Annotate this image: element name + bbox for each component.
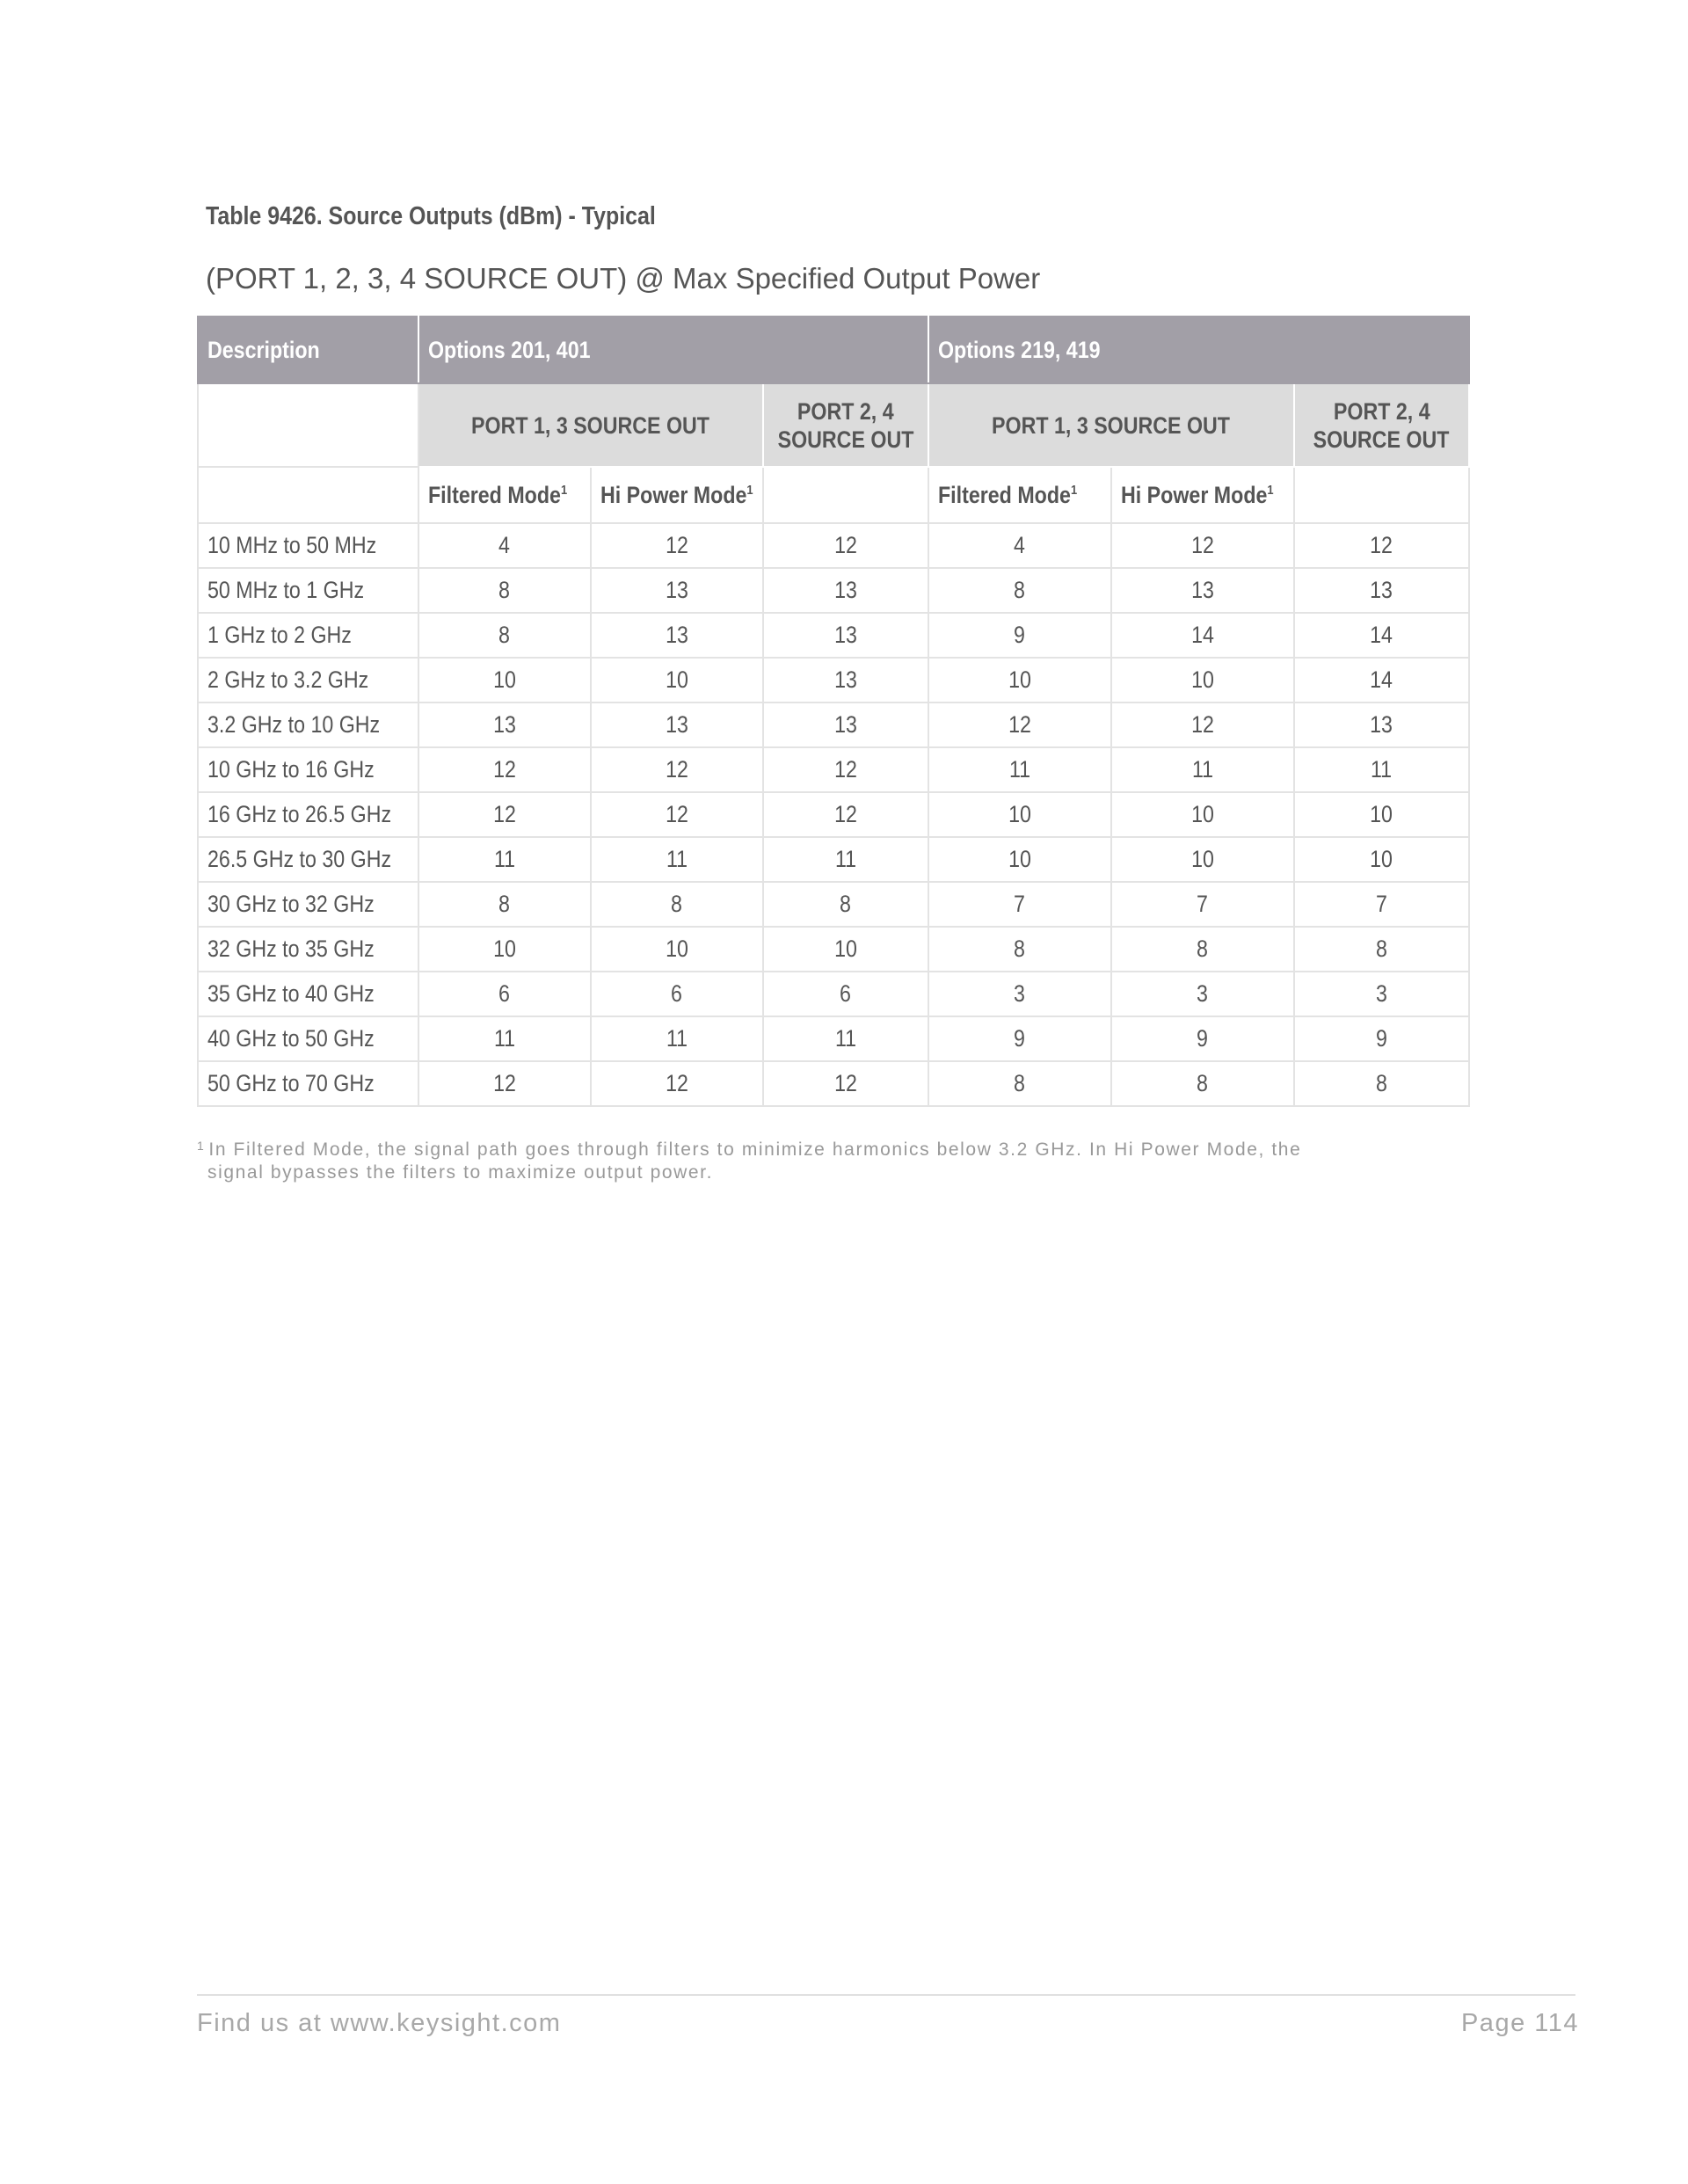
row-value-cell: 11 [418,837,591,882]
row-value-cell: 14 [1294,613,1469,658]
row-value-cell: 14 [1111,613,1294,658]
row-value-cell: 12 [763,1061,928,1106]
header-a-filtered-mode: Filtered Mode$^1$ [418,467,591,523]
table-header-row-options [198,317,1469,383]
row-value-cell: 13 [763,658,928,703]
row-description: 3.2 GHz to 10 GHz [198,703,418,747]
header-blank-cell [198,383,418,467]
row-value-cell: 9 [1294,1016,1469,1061]
row-value-cell: 9 [1111,1016,1294,1061]
row-value-cell: 12 [591,1061,763,1106]
row-value-cell: 10 [1111,658,1294,703]
table-row [198,747,1469,792]
row-description: 40 GHz to 50 GHz [198,1016,418,1061]
table-row [198,1016,1469,1061]
row-value-cell: 8 [418,568,591,613]
header-options-219-419: Options 219, 419 [928,317,1469,383]
header-a-hi-power-mode: Hi Power Mode$^1$ [591,467,763,523]
row-value-cell: 7 [928,882,1111,927]
table-row [198,927,1469,972]
row-description: 1 GHz to 2 GHz [198,613,418,658]
row-value-cell: 10 [591,658,763,703]
row-value-cell: 8 [591,882,763,927]
row-value-cell: 13 [763,568,928,613]
row-value-cell: 12 [763,747,928,792]
row-value-cell: 3 [1111,972,1294,1016]
table-row [198,1061,1469,1106]
row-value-cell: 10 [591,927,763,972]
row-value-cell: 13 [1294,703,1469,747]
row-value-cell: 12 [418,792,591,837]
table-row [198,972,1469,1016]
row-value-cell: 12 [591,523,763,568]
footer-website: Find us at www.keysight.com [197,2009,562,2037]
row-value-cell: 6 [763,972,928,1016]
row-value-cell: 11 [1111,747,1294,792]
footnote-marker: 1 [197,1139,206,1153]
row-value-cell: 11 [591,837,763,882]
row-value-cell: 12 [1111,523,1294,568]
table-footnote [197,1134,1375,1184]
header-mode-blank [198,467,418,523]
row-value-cell: 12 [591,792,763,837]
header-options-201-401: Options 201, 401 [418,317,928,383]
footnote-line-1: In Filtered Mode, the signal path goes through filters to minimize harmonics below 3.2 GHz. In Hi Power Mode, the [208,1139,1302,1160]
row-value-cell: 9 [928,1016,1111,1061]
row-value-cell: 8 [1294,1061,1469,1106]
row-description: 16 GHz to 26.5 GHz [198,792,418,837]
row-value-cell: 11 [591,1016,763,1061]
row-value-cell: 8 [1111,927,1294,972]
row-value-cell: 12 [763,523,928,568]
row-value-cell: 8 [418,882,591,927]
row-value-cell: 7 [1111,882,1294,927]
row-value-cell: 8 [928,1061,1111,1106]
row-value-cell: 10 [928,837,1111,882]
row-value-cell: 11 [418,1016,591,1061]
header-b-hi-power-mode: Hi Power Mode$^1$ [1111,467,1294,523]
row-value-cell: 12 [1111,703,1294,747]
row-value-cell: 10 [418,658,591,703]
row-value-cell: 10 [418,927,591,972]
row-value-cell: 13 [763,703,928,747]
row-description: 50 MHz to 1 GHz [198,568,418,613]
row-value-cell: 6 [418,972,591,1016]
row-value-cell: 11 [1294,747,1469,792]
row-value-cell: 10 [928,792,1111,837]
row-value-cell: 8 [928,927,1111,972]
table-row [198,837,1469,882]
row-value-cell: 10 [763,927,928,972]
row-value-cell: 13 [1111,568,1294,613]
row-value-cell: 4 [418,523,591,568]
row-value-cell: 12 [1294,523,1469,568]
row-value-cell: 13 [763,613,928,658]
row-value-cell: 7 [1294,882,1469,927]
row-value-cell: 4 [928,523,1111,568]
footer-divider [197,1994,1575,1996]
row-description: 10 GHz to 16 GHz [198,747,418,792]
footnote-line-2: signal bypasses the filters to maximize output power. [207,1162,714,1183]
row-value-cell: 9 [928,613,1111,658]
table-body [198,523,1469,1106]
row-value-cell: 3 [928,972,1111,1016]
row-value-cell: 12 [418,1061,591,1106]
row-value-cell: 13 [591,568,763,613]
row-value-cell: 10 [1294,837,1469,882]
row-value-cell: 3 [1294,972,1469,1016]
header-a-port24-mode-blank [763,467,928,523]
table-title: Table 9426. Source Outputs (dBm) - Typical [206,202,656,230]
table-row [198,568,1469,613]
row-value-cell: 8 [928,568,1111,613]
row-value-cell: 13 [591,613,763,658]
row-value-cell: 13 [418,703,591,747]
table-row [198,613,1469,658]
row-value-cell: 10 [1111,792,1294,837]
table-row [198,792,1469,837]
row-description: 32 GHz to 35 GHz [198,927,418,972]
header-a-port13: PORT 1, 3 SOURCE OUT [418,383,763,467]
header-b-filtered-mode: Filtered Mode$^1$ [928,467,1111,523]
row-value-cell: 12 [591,747,763,792]
table-subtitle: (PORT 1, 2, 3, 4 SOURCE OUT) @ Max Specified Output Power [206,262,1041,295]
row-value-cell: 10 [1294,792,1469,837]
row-value-cell: 12 [418,747,591,792]
row-description: 2 GHz to 3.2 GHz [198,658,418,703]
header-a-port24: PORT 2, 4 SOURCE OUT [763,383,928,467]
footer-page-number: Page 114 [1460,2009,1579,2037]
table-row [198,523,1469,568]
row-value-cell: 8 [1294,927,1469,972]
row-description: 50 GHz to 70 GHz [198,1061,418,1106]
row-value-cell: 6 [591,972,763,1016]
table-row [198,882,1469,927]
row-value-cell: 12 [763,792,928,837]
row-value-cell: 8 [1111,1061,1294,1106]
row-value-cell: 13 [1294,568,1469,613]
row-description: 35 GHz to 40 GHz [198,972,418,1016]
row-value-cell: 12 [928,703,1111,747]
row-value-cell: 8 [763,882,928,927]
row-description: 30 GHz to 32 GHz [198,882,418,927]
row-description: 10 MHz to 50 MHz [198,523,418,568]
row-value-cell: 13 [591,703,763,747]
row-description: 26.5 GHz to 30 GHz [198,837,418,882]
table-header-row-ports [198,383,1469,467]
row-value-cell: 8 [418,613,591,658]
row-value-cell: 10 [928,658,1111,703]
row-value-cell: 10 [1111,837,1294,882]
header-description: Description [198,317,418,383]
table-row [198,658,1469,703]
row-value-cell: 11 [763,837,928,882]
row-value-cell: 11 [928,747,1111,792]
header-b-port24: PORT 2, 4 SOURCE OUT [1294,383,1469,467]
row-value-cell: 14 [1294,658,1469,703]
table-header-row-modes [198,467,1469,523]
row-value-cell: 11 [763,1016,928,1061]
header-b-port24-mode-blank [1294,467,1469,523]
header-b-port13: PORT 1, 3 SOURCE OUT [928,383,1294,467]
table-row [198,703,1469,747]
source-outputs-table [197,316,1470,1107]
